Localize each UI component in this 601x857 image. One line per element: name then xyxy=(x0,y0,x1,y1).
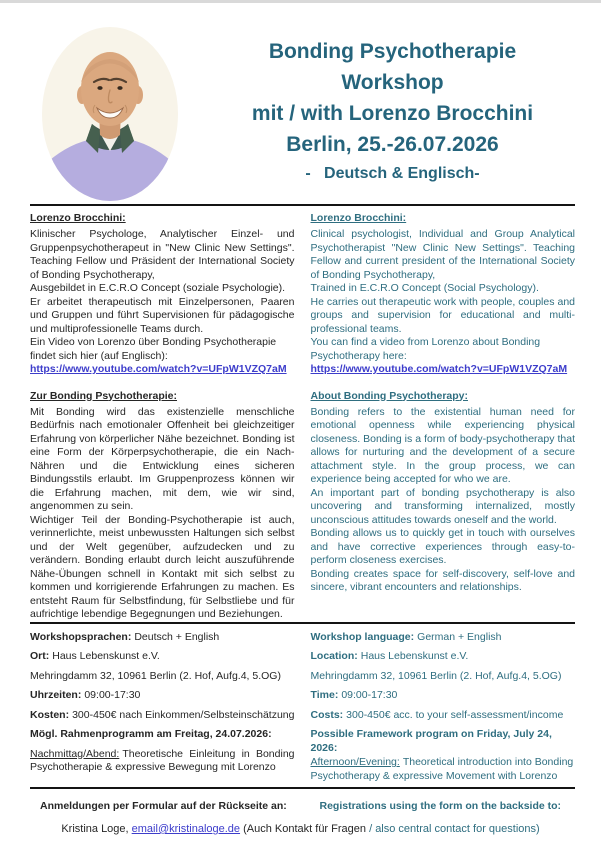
program-label-de: Nachmittag/Abend: xyxy=(30,747,120,760)
bio-text-de: Ein Video von Lorenzo über Bonding Psychotherapie xyxy=(30,336,277,348)
contact-note-german: (Auch Kontakt für Fragen xyxy=(243,823,367,835)
detail-label: Possible Framework program on Friday, July 24, 2026: xyxy=(310,728,552,754)
detail-value: 09:00-17:30 xyxy=(84,689,141,701)
bio-text-en: Clinical psychologist, Individual and Group Analytical Psychotherapist "New Clinic New Settings". Teaching Fellow and current president of the International Society of Bonding Psychotherapy, xyxy=(310,228,575,281)
about-text-en: Bonding creates space for self-discovery, self-love and sincere, vibrant encounters and relationships. xyxy=(310,567,575,593)
detail-row-languages-de xyxy=(30,631,295,645)
detail-row-location-de xyxy=(30,650,295,664)
bio-text-en: You can find a video from Lorenzo about Bonding xyxy=(310,336,541,348)
detail-label: Kosten: xyxy=(30,708,70,721)
detail-row-framework-de xyxy=(30,728,295,742)
contact-note-english: / also central contact for questions) xyxy=(369,823,540,835)
detail-value: German + English xyxy=(417,630,502,643)
bio-heading-de: Lorenzo Brocchini: xyxy=(30,212,126,224)
about-text-en: Bonding refers to the existential human need for emotional openness while experiencing physical closeness. Bonding is a form of body-psychotherapy that allows for nurturing and the development of a secure attachment style. In the group process, we can experience being accepted for who we are. xyxy=(310,405,575,485)
youtube-video-link-de[interactable]: https://www.youtube.com/watch?v=UFpW1VZQ7aM xyxy=(30,363,287,375)
page-title-line-3: mit / with Lorenzo Brocchini xyxy=(251,102,534,125)
email-link[interactable]: email@kristinaloge.de xyxy=(131,823,241,835)
detail-row-address-en xyxy=(311,670,576,684)
program-label-en: Afternoon/Evening: xyxy=(310,756,400,768)
column-english xyxy=(311,211,576,622)
bio-text-en: Psychotherapy here: xyxy=(310,349,407,362)
detail-label: Workshop language: xyxy=(310,630,415,643)
contact-line xyxy=(0,822,601,837)
registration-heading-de: Anmeldungen per Formular auf der Rückseite an: xyxy=(40,800,287,812)
detail-value: Deutsch + English xyxy=(134,630,220,643)
main-columns xyxy=(0,206,601,622)
detail-row-time-en xyxy=(311,689,576,703)
detail-label: Mögl. Rahmenprogramm am Freitag, 24.07.2026: xyxy=(30,728,272,740)
page-title-line-4: Berlin, 25.-26.07.2026 xyxy=(286,133,499,156)
registration-heading-en: Registrations using the form on the backside to: xyxy=(319,800,562,812)
detail-row-address-de xyxy=(30,670,295,684)
detail-value: 300-450€ nach Einkommen/Selbsteinschätzung xyxy=(72,708,295,721)
about-text-de: Wichtiger Teil der Bonding-Psychotherapie ist auch, verinnerlichte, meist unbewussten Haltungen sich selbst und der Welt gegenüber, aufzudecken und zu verändern. Bonding erlaubt durch leicht auszuführende Nähe-Übungen schnell in Kontakt mit sich selbst zu kommen und korrigierende Erfahrungen zu machen. Es entsteht Raum für Selbstfindung, für Selbstliebe und für aufrichtige lebendige Begegnungen und Beziehungen. xyxy=(30,513,295,620)
details-english xyxy=(311,631,576,784)
detail-value: Haus Lebenskunst e.V. xyxy=(52,650,160,662)
registration-row xyxy=(0,789,601,813)
about-heading-en: About Bonding Psychotherapy: xyxy=(310,389,468,402)
detail-label: Location: xyxy=(310,650,358,662)
detail-label: Time: xyxy=(310,689,339,701)
bio-text-en: Trained in E.C.R.O Concept (Social Psychology). xyxy=(310,282,539,294)
bio-text-de: Er arbeitet therapeutisch mit Einzelpersonen, Paaren und Gruppen und führt Supervisionen für pädagogische und multiprofessionelle Teams durch. xyxy=(30,295,295,335)
page-title-line-1: Bonding Psychotherapie xyxy=(268,40,517,63)
language-subtitle: - Deutsch & Englisch- xyxy=(305,165,480,182)
portrait-photo xyxy=(42,27,178,201)
detail-row-costs-de xyxy=(30,709,295,723)
header xyxy=(0,3,601,204)
detail-value: Mehringdamm 32, 10961 Berlin (2. Hof, Aufg.4, 5.OG) xyxy=(310,669,562,682)
about-heading-de: Zur Bonding Psychotherapie: xyxy=(30,389,178,402)
bio-text-en: He carries out therapeutic work with people, couples and groups and supervision for educational and multi-professional teams. xyxy=(310,295,575,335)
details-german xyxy=(30,631,295,784)
detail-value: 300-450€ acc. to your self-assessment/income xyxy=(346,708,564,721)
program-text-de: Nachmittag/Abend: Theoretische Einleitung in Bonding Psychotherapie & expressive Bewegung mit Lorenzo xyxy=(30,747,295,773)
bio-text-de: Klinischer Psychologe, Analytischer Einzel- und Gruppenpsychotherapeut in "New Clinic New Settings". Teaching Fellow und Präsident der International Society of Bonding Psychotherapy, xyxy=(30,228,295,281)
detail-row-languages-en xyxy=(311,631,576,645)
page-title-line-2: Workshop xyxy=(341,71,444,94)
bio-text-de: Ausgebildet in E.C.R.O Concept (soziale Psychologie). xyxy=(30,282,286,294)
detail-label: Ort: xyxy=(30,650,50,662)
detail-row-costs-en xyxy=(311,709,576,723)
youtube-video-link-en[interactable]: https://www.youtube.com/watch?v=UFpW1VZQ7aM xyxy=(310,363,568,375)
about-text-de: Mit Bonding wird das existenzielle menschliche Bedürfnis nach emotionaler Offenheit bei gleichzeitiger Erfahrung von körperlicher Nähe bezeichnet. Bonding ist eine Form der Körperpsychotherapie, die ein Nach-Nähren und die Entwicklung eines sicheren Bindungsstils erlaubt. Im Gruppenprozess können wir die Erfahrung machen, mit dem, wie wir sind, angenommen zu sein. xyxy=(30,405,295,512)
contact-name: Kristina Loge, xyxy=(61,823,129,835)
details-columns xyxy=(0,624,601,788)
detail-row-framework-en xyxy=(311,728,576,755)
detail-value: Haus Lebenskunst e.V. xyxy=(360,650,469,662)
detail-label: Costs: xyxy=(310,708,344,721)
bio-heading-en: Lorenzo Brocchini: xyxy=(310,212,407,224)
detail-row-location-en xyxy=(311,650,576,664)
column-german xyxy=(30,211,295,622)
about-text-en: Bonding allows us to quickly get in touch with ourselves and have corrective experiences through easy-to-perform closeness exercises. xyxy=(310,527,575,566)
title-block xyxy=(192,36,593,185)
program-text-en: Afternoon/Evening: Theoretical introduction into Bonding Psychotherapy & expressive Movement with Lorenzo xyxy=(310,756,574,782)
about-text-en: An important part of bonding psychotherapy is also uncovering and transforming internalized, mostly unconscious attitudes towards oneself and the world. xyxy=(310,486,575,526)
detail-value: Mehringdamm 32, 10961 Berlin (2. Hof, Aufg.4, 5.OG) xyxy=(30,669,281,682)
bio-text-de: findet sich hier (auf Englisch): xyxy=(30,349,168,362)
detail-row-time-de xyxy=(30,689,295,703)
detail-label: Workshopsprachen: xyxy=(30,630,132,643)
detail-value: 09:00-17:30 xyxy=(341,689,398,701)
detail-label: Uhrzeiten: xyxy=(30,689,82,701)
